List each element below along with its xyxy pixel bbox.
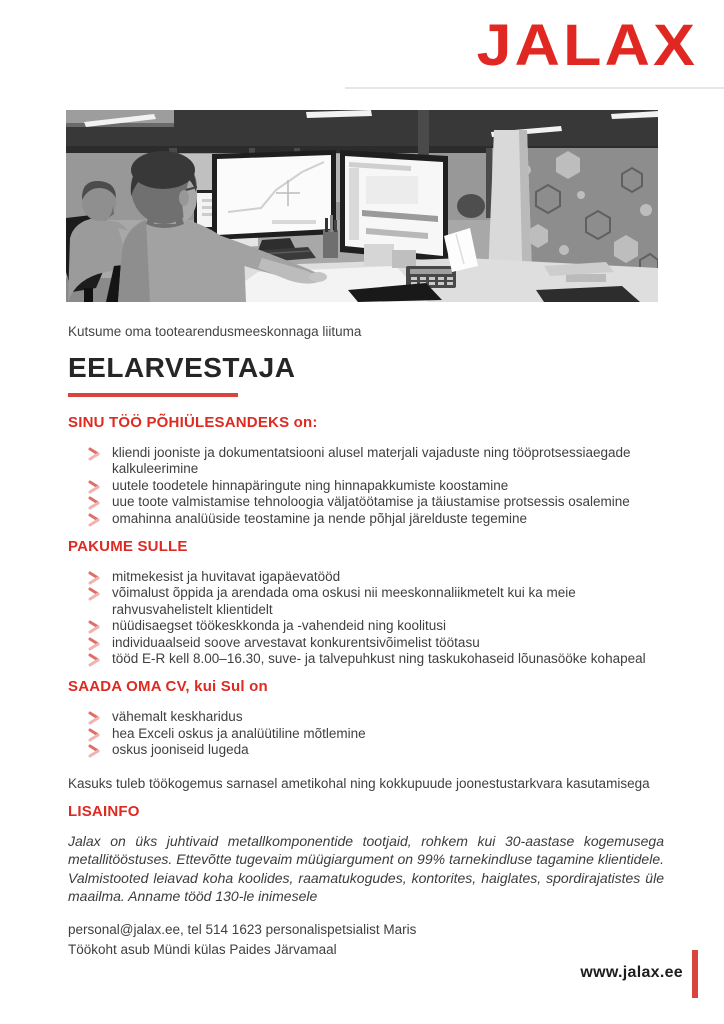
list-item-text: oskus jooniseid lugeda xyxy=(112,742,249,758)
contact-line-location: Töökoht asub Mündi külas Paides Järvamaal xyxy=(68,941,337,957)
offer-list xyxy=(68,569,664,667)
list-item-text: nüüdisaegset töökeskkonda ja -vahendeid ning koolitusi xyxy=(112,618,446,634)
contact-line-email: personal@jalax.ee, tel 514 1623 personalispetsialist Maris xyxy=(68,921,417,937)
list-item-text: hea Exceli oskus ja analüütiline mõtlemine xyxy=(112,725,366,741)
header-divider xyxy=(345,87,724,89)
chevron-bullet-icon xyxy=(88,744,100,758)
list-item xyxy=(88,709,663,725)
list-item xyxy=(88,635,663,651)
section-heading-tasks: SINU TÖÖ PÕHIÜLESANDEKS on: xyxy=(68,414,318,431)
list-item-text: võimalust õppida ja arendada oma oskusi nii meeskonnaliikmetelt kui ka meie rahvusvahelistelt klientidelt xyxy=(112,585,576,617)
chevron-bullet-icon xyxy=(88,571,100,585)
chevron-bullet-icon xyxy=(88,587,100,601)
chevron-bullet-icon xyxy=(88,513,100,527)
contact-block xyxy=(68,920,664,960)
chevron-bullet-icon xyxy=(88,711,100,725)
list-item-text: uue toote valmistamise tehnoloogia väljatöötamise ja täiustamise protsessis osalemine xyxy=(112,494,630,510)
list-item-text: individuaalseid soove arvestavat konkurentsivõimelist töötasu xyxy=(112,634,480,650)
list-item xyxy=(88,445,663,478)
chevron-bullet-icon xyxy=(88,637,100,651)
chevron-bullet-icon xyxy=(88,620,100,634)
intro-line: Kutsume oma tootearendusmeeskonnaga liituma xyxy=(68,324,362,339)
section-heading-lisainfo: LISAINFO xyxy=(68,802,140,820)
chevron-bullet-icon xyxy=(88,480,100,494)
company-description: Jalax on üks juhtivaid metallkomponentide tootjaid, rohkem kui 30-aastase kogemusega metallitööstuses. Ettevõtte tugevaim müügiargument on 99% tarnekindluse tagamine klientidele. Valmistooted leiavad koha koolides, raamatukogudes, kontorites, haiglates, spordirajatistes üle maailma. Anname tööd 130-le inimesele xyxy=(68,832,664,905)
list-item xyxy=(88,651,663,667)
list-item xyxy=(88,726,663,742)
office-photo-illustration xyxy=(66,110,658,302)
chevron-bullet-icon xyxy=(88,728,100,742)
requirements-list xyxy=(68,709,664,758)
list-item-text: uutele toodetele hinnapäringute ning hinnapakkumiste koostamine xyxy=(112,477,509,493)
footer-website-link[interactable]: www.jalax.ee xyxy=(580,964,683,981)
list-item-text: omahinna analüüside teostamine ja nende põhjal järelduste tegemine xyxy=(112,510,528,526)
chevron-bullet-icon xyxy=(88,496,100,510)
footer-accent-bar xyxy=(692,950,698,998)
section-heading-cv: SAADA OMA CV, kui Sul on xyxy=(68,678,268,696)
list-item xyxy=(88,742,663,758)
list-item xyxy=(88,494,663,510)
office-photo xyxy=(66,110,658,302)
list-item xyxy=(88,569,663,585)
title-underline xyxy=(68,393,238,397)
tasks-list xyxy=(68,445,664,527)
bonus-note: Kasuks tuleb töökogemus sarnasel ametikohal ning kokkupuude joonestustarkvara kasutamisega xyxy=(68,775,650,791)
list-item xyxy=(88,618,663,634)
list-item-text: kliendi jooniste ja dokumentatsiooni alusel materjali vajaduste ning tööprotsessiaegade kalkuleerimine xyxy=(112,445,631,477)
list-item-text: mitmekesist ja huvitavat igapäevatööd xyxy=(112,569,341,585)
content xyxy=(0,324,724,960)
list-item-text: vähemalt keskharidus xyxy=(112,709,243,725)
chevron-bullet-icon xyxy=(88,447,100,461)
chevron-bullet-icon xyxy=(88,653,100,667)
list-item xyxy=(88,478,663,494)
list-item-text: tööd E-R kell 8.00–16.30, suve- ja talvepuhkust ning taskukohaseid lõunasööke kohapeal xyxy=(112,651,646,667)
list-item xyxy=(88,511,663,527)
section-heading-offer: PAKUME SULLE xyxy=(68,538,188,556)
jalax-logo: JALAX xyxy=(476,13,698,78)
list-item xyxy=(88,585,663,618)
job-title: EELARVESTAJA xyxy=(68,352,296,383)
